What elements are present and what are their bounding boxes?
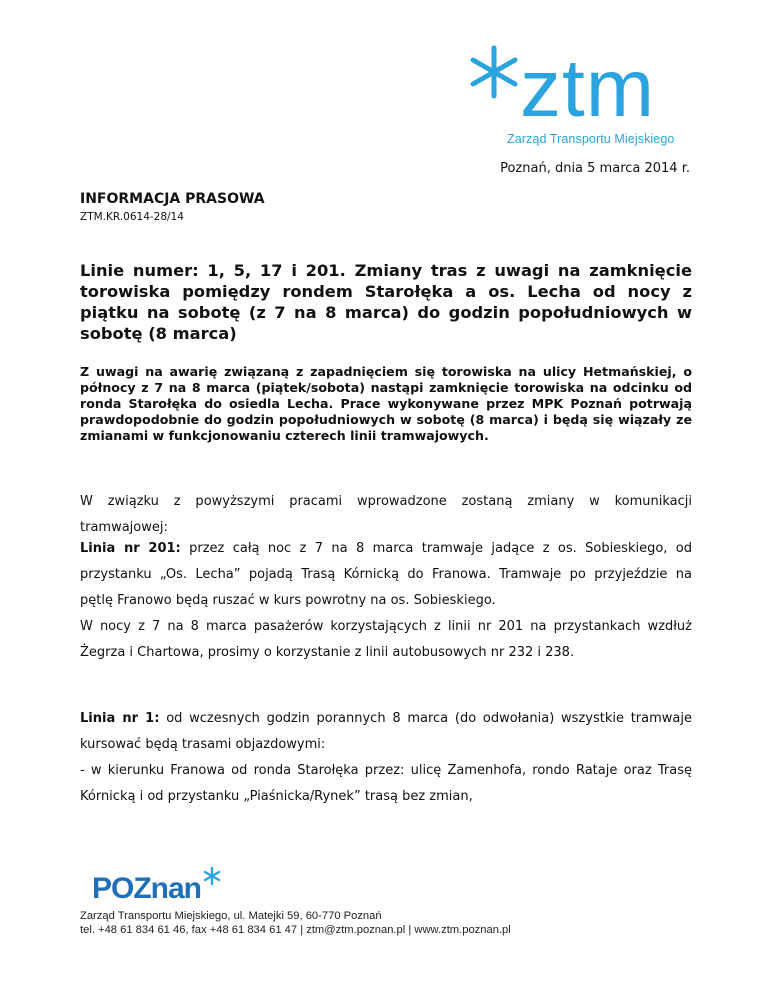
poznan-logo (92, 866, 222, 902)
line-1-text-1: od wczesnych godzin porannych 8 marca (do odwołania) wszystkie tramwaje (159, 711, 692, 726)
intro-paragraph (80, 489, 692, 541)
line-1-label: Linia nr 1: (80, 711, 160, 726)
headline: Linie numer: 1, 5, 17 i 201. Zmiany tras z uwagi na zamknięcie torowiska pomiędzy rondem Starołęka a os. Lecha od nocy z piątku na sobotę (z 7 na 8 marca) do godzin popołudniowych w sobotę (8 marca) (80, 261, 692, 343)
line-201-text-2: przystanku „Os. Lecha” pojadą Trasą Kórnicką do Franowa. Tramwaje po przyjeździe na (80, 567, 692, 582)
ztm-logo (470, 40, 710, 120)
line-1-text-2: kursować będą trasami objazdowymi: (80, 737, 326, 752)
document-reference: ZTM.KR.0614-28/14 (80, 211, 184, 223)
dateline: Poznań, dnia 5 marca 2014 r. (500, 161, 690, 176)
line-1-section (80, 706, 692, 810)
svg-text:ztm: ztm (520, 43, 656, 120)
line-1-text-4: Kórnicką i od przystanku „Piaśnicka/Rynek” trasą bez zmian, (80, 789, 473, 804)
line-201-label: Linia nr 201: (80, 541, 181, 556)
footer-address: Zarząd Transportu Miejskiego, ul. Matejki 59, 60-770 Poznań (80, 910, 382, 922)
press-release-title: INFORMACJA PRASOWA (80, 191, 265, 207)
line-201-section (80, 536, 692, 666)
lead-paragraph: Z uwagi na awarię związaną z zapadnięciem się torowiska na ulicy Hetmańskiej, o północy z 7 na 8 marca (piątek/sobota) nastąpi zamknięcie torowiska na odcinku od ronda Starołęka do osiedla Lecha. Prace wykonywane przez MPK Poznań potrwają prawdopodobnie do godzin popołudniowych w sobotę (8 marca) i będą się wiązały ze zmianami w funkcjonowaniu czterech linii tramwajowych. (80, 364, 692, 443)
logo-tagline: Zarząd Transportu Miejskiego (507, 132, 675, 146)
footer-contact: tel. +48 61 834 61 46, fax +48 61 834 61 47 | ztm@ztm.poznan.pl | www.ztm.poznan.pl (80, 924, 511, 936)
intro-line-2: tramwajowej: (80, 520, 168, 535)
svg-text:POZnan: POZnan (92, 872, 202, 902)
line-1-text-3: - w kierunku Franowa od ronda Starołęka przez: ulicę Zamenhofa, rondo Rataje oraz Trasę (80, 763, 692, 778)
intro-line-1: W związku z powyższymi pracami wprowadzone zostaną zmiany w komunikacji (80, 494, 692, 509)
line-201-row-1 (80, 536, 692, 562)
line-1-row-1 (80, 706, 692, 732)
line-201-text-5: Żegrza i Chartowa, prosimy o korzystanie z linii autobusowych nr 232 i 238. (80, 645, 575, 660)
line-201-text-1: przez całą noc z 7 na 8 marca tramwaje jadące z os. Sobieskiego, od (180, 541, 693, 556)
poznan-asterisk-icon (205, 868, 219, 884)
line-201-text-4: W nocy z 7 na 8 marca pasażerów korzystających z linii nr 201 na przystankach wzdłuż (80, 619, 692, 634)
line-201-text-3: pętlę Franowo będą ruszać w kurs powrotny na os. Sobieskiego. (80, 593, 496, 608)
ztm-asterisk-icon (473, 48, 515, 96)
